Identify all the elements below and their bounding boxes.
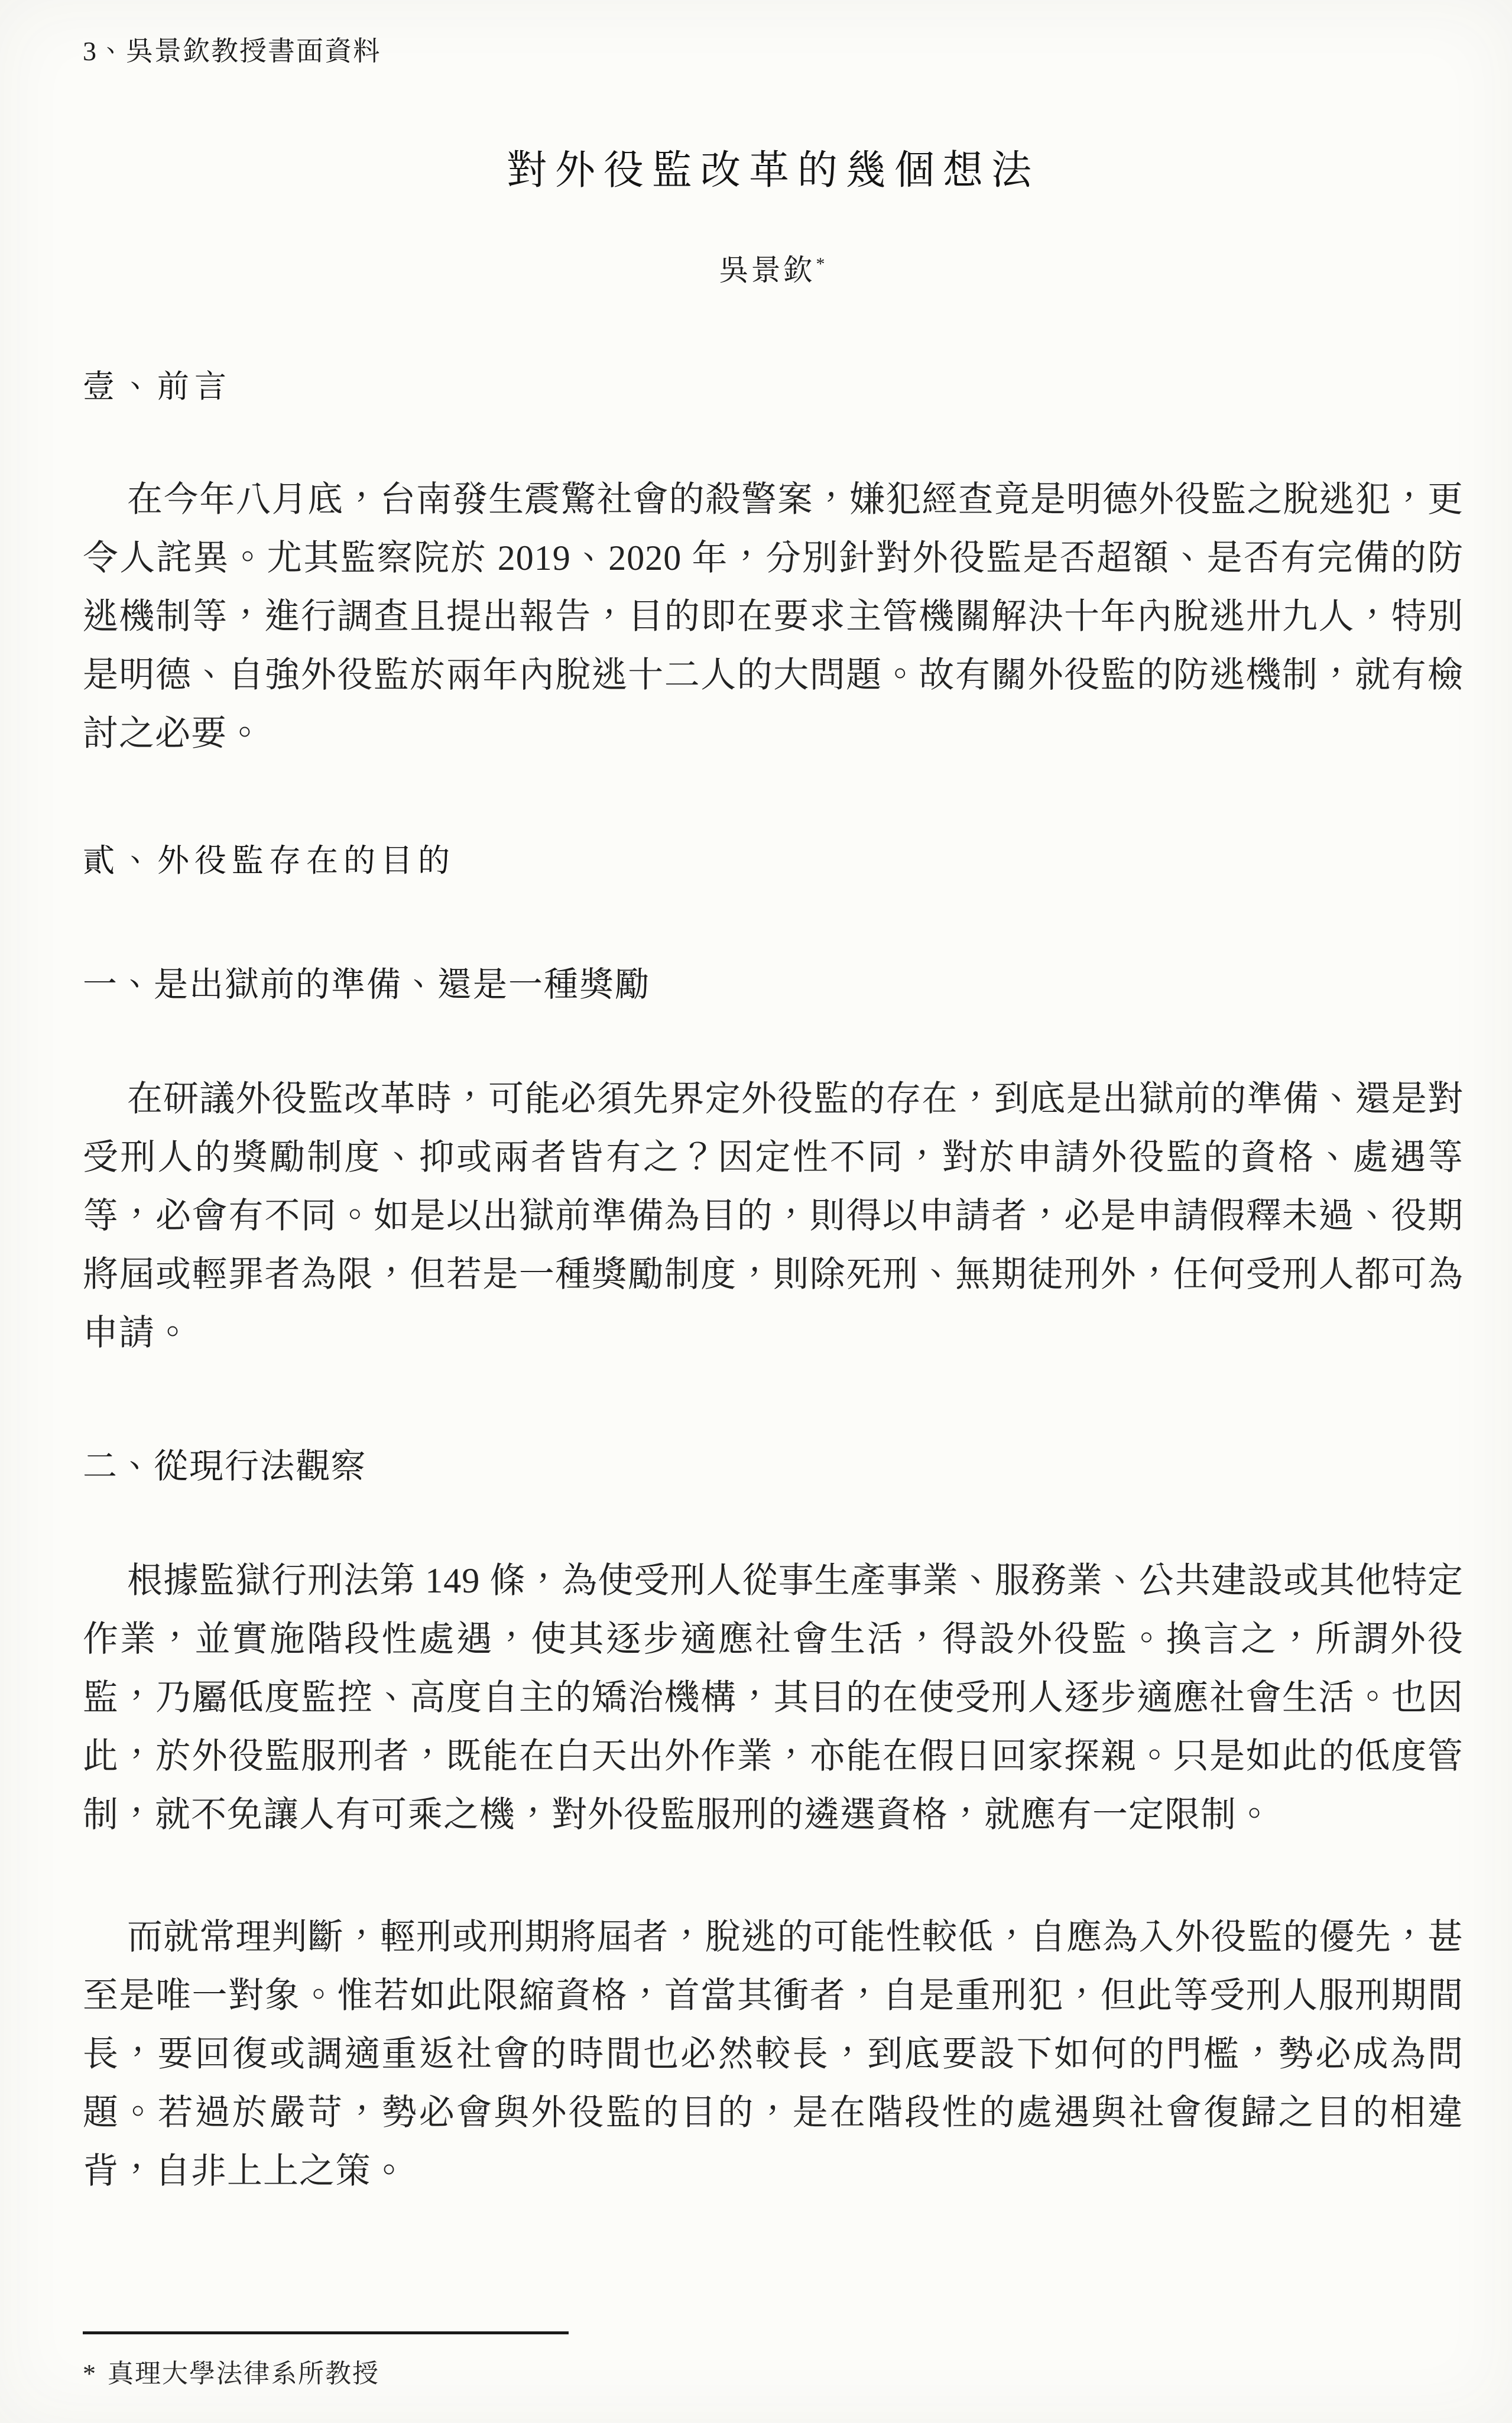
footnote-area [83,2331,1464,2390]
header-note: 3、吳景欽教授書面資料 [83,36,381,66]
paragraph-definition: 在研議外役監改革時，可能必須先界定外役監的存在，到底是出獄前的準備、還是對受刑人的獎勵制度、抑或兩者皆有之？因定性不同，對於申請外役監的資格、處遇等等，必會有不同。如是以出獄前準備為目的，則得以申請者，必是申請假釋未過、役期將屆或輕罪者為限，但若是一種獎勵制度，則除死刑、無期徒刑外，任何受刑人都可為申請。 [83,1079,1464,1352]
author-name: 吳景欽 [719,253,815,287]
paragraph-common-sense: 而就常理判斷，輕刑或刑期將屆者，脫逃的可能性較低，自應為入外役監的優先，甚至是唯一對象。惟若如此限縮資格，首當其衝者，自是重刑犯，但此等受刑人服刑期間長，要回復或調適重返社會的時間也必然較長，到底要設下如何的門檻，勢必成為問題。若過於嚴苛，勢必會與外役監的目的，是在階段性的處遇與社會復歸之目的相違背，自非上上之策。 [83,1917,1464,2191]
section-heading-purpose: 貳、外役監存在的目的 [83,842,455,878]
paragraph-preface: 在今年八月底，台南發生震驚社會的殺警案，嫌犯經查竟是明德外役監之脫逃犯，更令人詫異。尤其監察院於 2019、2020 年，分別針對外役監是否超額、是否有完備的防逃機制等，進行調查且提出報告，目的即在要求主管機關解決十年內脫逃卅九人，特別是明德、自強外役監於兩年內脫逃十二人的大問題。故有關外役監的防逃機制，就有檢討之必要。 [83,479,1464,753]
author-line [83,246,1464,289]
author-footnote-mark: * [816,254,828,274]
footnote-divider [83,2331,569,2334]
footnote [83,2352,1464,2390]
paragraph-current-law: 根據監獄行刑法第 149 條，為使受刑人從事生產事業、服務業、公共建設或其他特定作業，並實施階段性處遇，使其逐步適應社會生活，得設外役監。換言之，所謂外役監，乃屬低度監控、高度自主的矯治機構，其目的在使受刑人逐步適應社會生活。也因此，於外役監服刑者，既能在白天出外作業，亦能在假日回家探親。只是如此的低度管制，就不免讓人有可乘之機，對外役監服刑的遴選資格，就應有一定限制。 [83,1561,1464,1834]
section-heading-preface: 壹、前言 [83,368,232,404]
subsection-heading-2: 二、從現行法觀察 [83,1446,367,1485]
footnote-mark: * [83,2359,97,2388]
subsection-heading-1: 一、是出獄前的準備、還是一種獎勵 [83,965,651,1004]
footnote-text: 真理大學法律系所教授 [108,2359,379,2388]
document-title: 對外役監改革的幾個想法 [506,147,1040,193]
